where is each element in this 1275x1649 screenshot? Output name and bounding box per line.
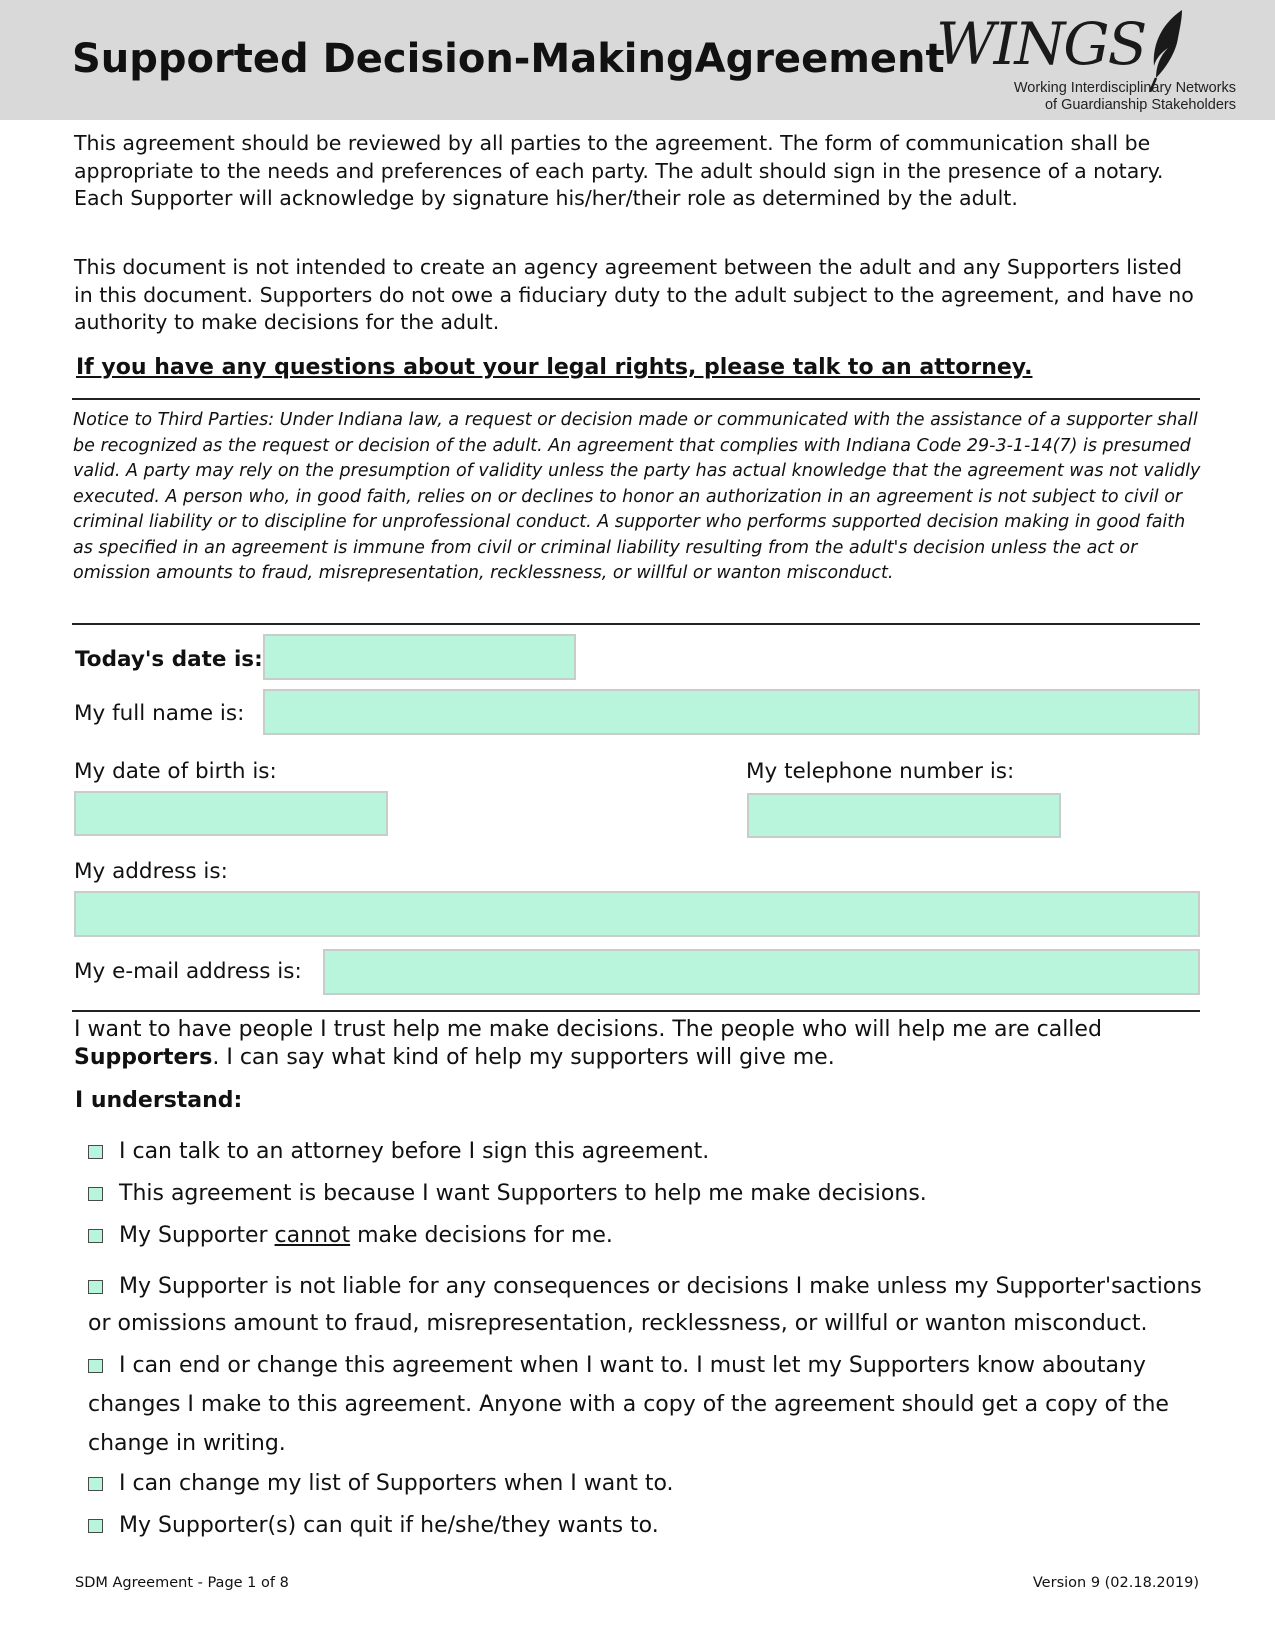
phone-field[interactable] [747, 793, 1061, 838]
checklist-item-line: or omissions amount to fraud, misrepresentation, recklessness, or willful or wanton misconduct. [88, 1311, 1148, 1336]
logo-subtitle-line1: Working Interdisciplinary Networks [1013, 80, 1236, 96]
full-name-field[interactable] [263, 689, 1200, 735]
logo-wordmark: WINGS [936, 10, 1146, 78]
email-label: My e-mail address is: [74, 959, 302, 984]
checkbox[interactable] [88, 1519, 103, 1533]
page-title: Supported Decision-MakingAgreement [72, 36, 945, 82]
today-date-field[interactable] [263, 634, 576, 680]
attorney-warning: If you have any questions about your legal rights, please talk to an attorney. [76, 355, 1033, 380]
checkbox[interactable] [88, 1477, 103, 1491]
checklist-item-purpose [88, 1181, 1268, 1206]
logo-subtitle [1014, 80, 1236, 114]
checklist-item-cannot-decide [88, 1223, 1268, 1248]
footer-version: Version 9 (02.18.2019) [1032, 1575, 1199, 1591]
checklist-item-text: My Supporter(s) can quit if he/she/they wants to. [119, 1513, 659, 1538]
checklist-item-text: This agreement is because I want Supporters to help me make decisions. [119, 1181, 927, 1206]
checklist-item-text: make decisions for me. [350, 1223, 613, 1248]
today-date-label: Today's date is: [75, 647, 263, 672]
agency-paragraph: This document is not intended to create an agency agreement between the adult and any Supporters listed in this document. Supporters do not owe a fiduciary duty to the adult subject to the agreement, and have no authority to make decisions for the adult. [74, 255, 1194, 334]
checklist-item-end-or-change [88, 1346, 1268, 1463]
checkbox[interactable] [88, 1359, 103, 1373]
review-paragraph: This agreement should be reviewed by all parties to the agreement. The form of communication shall be appropriate to the needs and preferences of each party. The adult should sign in the presence of a notary. Each Supporter will acknowledge by signature his/her/their role as determined by the adult. [74, 131, 1164, 210]
checklist-item-liability [88, 1268, 1268, 1342]
checklist-item-text: I can end or change this agreement when I want to. I must let my Supporters know aboutany [119, 1353, 1146, 1378]
checklist-item-change-supporters [88, 1471, 1268, 1496]
checklist-item-line [88, 1268, 1268, 1305]
checklist-item-text: I can change my list of Supporters when I want to. [119, 1471, 674, 1496]
third-party-notice: Notice to Third Parties: Under Indiana law, a request or decision made or communicated with the assistance of a supporter shall be recognized as the request or decision of the adult. An agreement that complies with Indiana Code 29-3-1-14(7) is presumed valid. A party may rely on the presumption of validity unless the party has actual knowledge that the agreement was not validly executed. A person who, in good faith, relies on or declines to honor an authorization in an agreement is not subject to civil or criminal liability or to discipline for unprofessional conduct. A supporter who performs supported decision making in good faith as specified in an agreement is immune from civil or criminal liability resulting from the adult's decision unless the act or omission amounts to fraud, misrepresentation, recklessness, or willful or wanton misconduct. [73, 410, 1201, 583]
supporters-intro-text1: I want to have people I trust help me make decisions. The people who will help me are called [74, 1017, 1102, 1042]
supporters-term: Supporters [74, 1045, 213, 1070]
checklist-item-text: My Supporter [119, 1223, 275, 1248]
checkbox[interactable] [88, 1280, 103, 1294]
wings-logo [930, 6, 1250, 116]
checklist-item-supporter-quit [88, 1513, 1268, 1538]
footer-page-info: SDM Agreement - Page 1 of 8 [75, 1575, 289, 1591]
checklist-item-line: changes I make to this agreement. Anyone with a copy of the agreement should get a copy of the [88, 1392, 1169, 1417]
checkbox[interactable] [88, 1229, 103, 1243]
checkbox[interactable] [88, 1145, 103, 1159]
supporters-intro [74, 1016, 1204, 1072]
dob-field[interactable] [74, 791, 388, 836]
address-label: My address is: [74, 859, 228, 884]
email-field[interactable] [323, 949, 1200, 995]
dob-label: My date of birth is: [74, 759, 277, 784]
checklist-item-attorney [88, 1139, 1268, 1164]
full-name-label: My full name is: [74, 701, 245, 726]
emphasis-cannot: cannot [274, 1223, 351, 1248]
divider [72, 623, 1200, 625]
supporters-intro-text2: . I can say what kind of help my supporters will give me. [212, 1045, 835, 1070]
checkbox[interactable] [88, 1187, 103, 1201]
divider [72, 1010, 1200, 1012]
checklist-item-text: My Supporter is not liable for any consequences or decisions I make unless my Supporter'sactions [119, 1274, 1202, 1299]
phone-label: My telephone number is: [746, 759, 1015, 784]
checklist-item-text: I can talk to an attorney before I sign this agreement. [119, 1139, 710, 1164]
logo-subtitle-line2: of Guardianship Stakeholders [1044, 97, 1236, 113]
divider [72, 398, 1200, 400]
understand-heading: I understand: [75, 1088, 243, 1113]
checklist-item-line: change in writing. [88, 1431, 286, 1456]
address-field[interactable] [74, 891, 1200, 937]
checklist-item-line [88, 1346, 1268, 1385]
